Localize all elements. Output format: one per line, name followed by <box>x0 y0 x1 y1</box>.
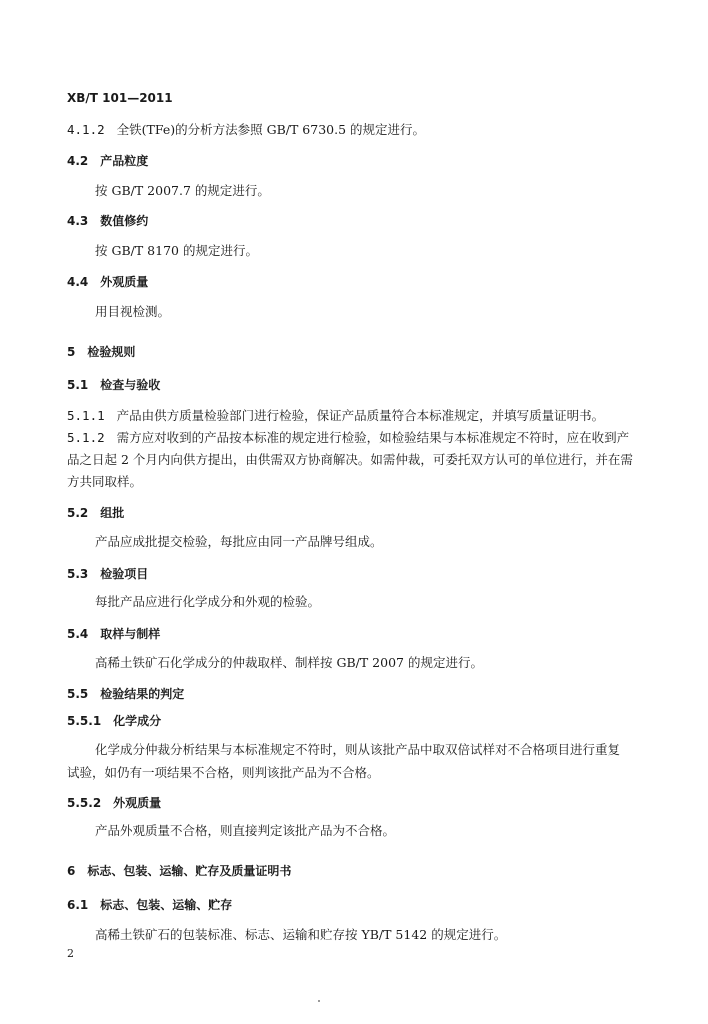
clause-text: 产品由供方质量检验部门进行检验，保证产品质量符合本标准规定，并填写质量证明书。 <box>116 408 605 423</box>
heading-5-3 <box>67 566 148 582</box>
paragraph-4-3: 按 GB/T 8170 的规定进行。 <box>95 243 258 258</box>
heading-5 <box>67 344 135 360</box>
heading-title: 取样与制样 <box>100 627 161 641</box>
heading-number: 5.4 <box>67 627 89 641</box>
clause-5-1-1 <box>67 408 604 424</box>
heading-4-4 <box>67 274 148 290</box>
clause-number: 5.1.1 <box>67 408 105 423</box>
clause-text: 需方应对收到的产品按本标准的规定进行检验，如检验结果与本标准规定不符时，应在收到产 <box>116 430 630 445</box>
heading-number: 4.2 <box>67 154 89 168</box>
scan-speck <box>318 1000 320 1002</box>
clause-4-1-2 <box>67 122 425 138</box>
document-code: XB/T 101—2011 <box>67 91 173 105</box>
paragraph-4-2: 按 GB/T 2007.7 的规定进行。 <box>95 183 270 198</box>
heading-number: 5.2 <box>67 506 89 520</box>
heading-4-2 <box>67 153 148 169</box>
heading-6-1 <box>67 897 232 913</box>
paragraph-6-1: 高稀土铁矿石的包装标准、标志、运输和贮存按 YB/T 5142 的规定进行。 <box>95 927 507 942</box>
heading-number: 4.3 <box>67 214 89 228</box>
heading-5-5-1 <box>67 713 161 729</box>
heading-number: 6.1 <box>67 898 89 912</box>
heading-number: 5.1 <box>67 378 89 392</box>
heading-title: 标志、包装、运输、贮存及质量证明书 <box>87 864 292 878</box>
heading-number: 5.3 <box>67 567 89 581</box>
heading-title: 组批 <box>100 506 125 520</box>
heading-5-5 <box>67 686 184 702</box>
heading-number: 4.4 <box>67 275 89 289</box>
heading-4-3 <box>67 213 148 229</box>
clause-text: 全铁(TFe)的分析方法参照 GB/T 6730.5 的规定进行。 <box>116 122 425 137</box>
paragraph-5-2: 产品应成批提交检验，每批应由同一产品牌号组成。 <box>95 534 383 549</box>
clause-5-1-2-line-2: 品之日起 2 个月内向供方提出，由供需双方协商解决。如需仲裁，可委托双方认可的单位进行，并在需 <box>67 452 633 467</box>
heading-title: 产品粒度 <box>100 154 149 168</box>
clause-5-1-2-line-3: 方共同取样。 <box>67 474 143 489</box>
page-number: 2 <box>67 947 74 960</box>
heading-number: 5.5 <box>67 687 89 701</box>
heading-5-5-2 <box>67 795 161 811</box>
clause-number: 4.1.2 <box>67 122 105 137</box>
heading-5-2 <box>67 505 124 521</box>
heading-number: 5 <box>67 345 76 359</box>
heading-title: 检验项目 <box>100 567 149 581</box>
paragraph-5-3: 每批产品应进行化学成分和外观的检验。 <box>95 594 321 609</box>
heading-title: 检查与验收 <box>100 378 161 392</box>
clause-5-1-2-line-1 <box>67 430 629 446</box>
heading-number: 5.5.2 <box>67 796 102 810</box>
paragraph-4-4: 用目视检测。 <box>95 304 171 319</box>
heading-title: 化学成分 <box>113 714 162 728</box>
heading-number: 6 <box>67 864 76 878</box>
heading-title: 数值修约 <box>100 214 149 228</box>
clause-number: 5.1.2 <box>67 430 105 445</box>
paragraph-5-5-1-line-2: 试验，如仍有一项结果不合格，则判该批产品为不合格。 <box>67 765 380 780</box>
heading-title: 检验规则 <box>87 345 136 359</box>
heading-5-4 <box>67 626 160 642</box>
heading-title: 外观质量 <box>113 796 162 810</box>
heading-6 <box>67 863 291 879</box>
heading-title: 标志、包装、运输、贮存 <box>100 898 233 912</box>
heading-title: 外观质量 <box>100 275 149 289</box>
paragraph-5-5-1-line-1: 化学成分仲裁分析结果与本标准规定不符时，则从该批产品中取双倍试样对不合格项目进行重复 <box>95 742 621 757</box>
paragraph-5-5-2: 产品外观质量不合格，则直接判定该批产品为不合格。 <box>95 823 396 838</box>
heading-5-1 <box>67 377 160 393</box>
heading-title: 检验结果的判定 <box>100 687 185 701</box>
paragraph-5-4: 高稀土铁矿石化学成分的仲裁取样、制样按 GB/T 2007 的规定进行。 <box>95 655 483 670</box>
heading-number: 5.5.1 <box>67 714 102 728</box>
